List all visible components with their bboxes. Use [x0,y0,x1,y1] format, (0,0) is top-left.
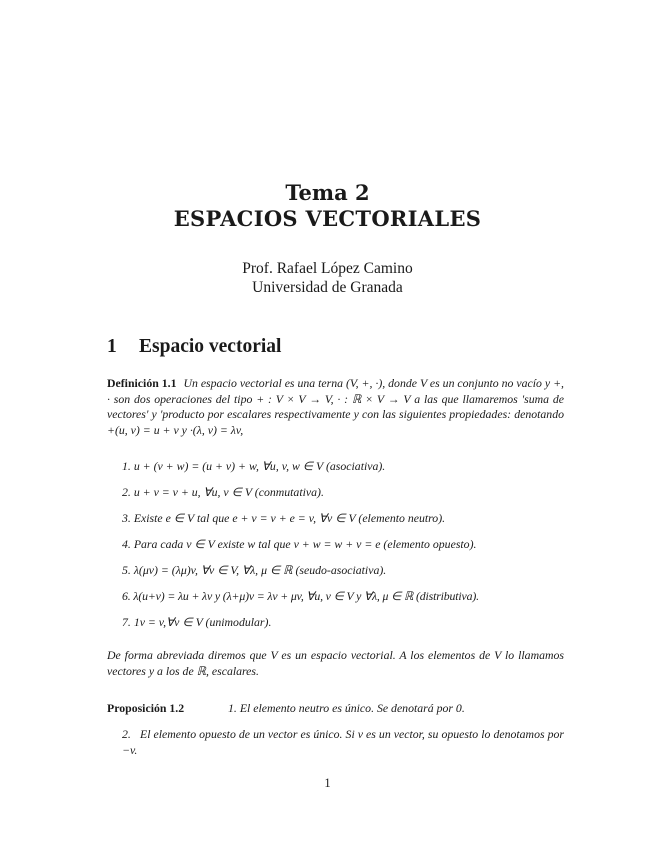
page-number: 1 [324,776,331,790]
section-title: Espacio vectorial [139,336,282,357]
list-item-text: Existe e ∈ V tal que e + v = v + e = v, ∀v ∈ V (elemento neutro). [133,511,446,525]
section-heading [107,336,567,358]
list-item-text: 1v = v,∀v ∈ V (unimodular). [133,615,272,629]
list-item-text: λ(μv) = (λμ)v, ∀v ∈ V, ∀λ, μ ∈ ℝ (seudo-asociativa). [133,563,387,577]
list-item [122,459,385,475]
proposition-item-text: El elemento opuesto de un vector es único. Si v es un vector, su opuesto lo denotamos por −v. [122,727,564,757]
title-block [0,180,655,232]
proposition-label: Proposición 1.2 [107,701,185,715]
list-item-number: 6. [122,589,131,603]
list-item [122,615,271,631]
proposition-item-text: El elemento neutro es único. Se denotará por 0. [239,701,465,715]
list-item [122,589,479,605]
author-name: Prof. Rafael López Camino [242,260,413,277]
list-item-number: 1. [122,459,131,473]
definition-label: Definición 1.1 [107,376,177,390]
proposition-item-number: 2. [122,727,131,741]
proposition-heading [107,701,567,717]
list-item-text: λ(u+v) = λu + λv y (λ+μ)v = λv + μv, ∀u, v ∈ V y ∀λ, μ ∈ ℝ (distributiva). [133,589,479,603]
definition-paragraph [107,376,564,438]
section-number: 1 [107,336,117,357]
list-item-text: u + v = v + u, ∀u, v ∈ V (conmutativa). [133,485,324,499]
list-item-number: 3. [122,511,131,525]
list-item [122,485,324,501]
list-item [122,537,476,553]
list-item [122,563,386,579]
proposition-item-number: 1. [228,701,237,715]
author-block [0,259,655,297]
list-item-number: 4. [122,537,131,551]
chapter-subtitle: ESPACIOS VECTORIALES [173,206,482,231]
list-item-text: u + (v + w) = (u + v) + w, ∀u, v, w ∈ V (asociativa). [133,459,386,473]
author-affiliation: Universidad de Granada [252,279,403,296]
list-item-text: Para cada v ∈ V existe w tal que v + w = w + v = e (elemento opuesto). [133,537,477,551]
list-item-number: 2. [122,485,131,499]
proposition-item [122,727,564,758]
summary-paragraph: De forma abreviada diremos que V es un espacio vectorial. A los elementos de V lo llamamos vectores y a los de ℝ, escalares. [107,648,564,678]
list-item [122,511,445,527]
chapter-title: Tema 2 [285,180,370,205]
definition-text: Un espacio vectorial es una terna (V, +, ·), donde V es un conjunto no vacío y +, · son dos operaciones del tipo + : V × V → V, · : ℝ × V → V a las que llamaremos 'suma de vectores' y 'producto por escalares respectivamente y con las siguientes propiedades: denotando +(u, v) = u + v y ·(λ, v) = λv, [107,376,565,437]
list-item-number: 7. [122,615,131,629]
list-item-number: 5. [122,563,131,577]
